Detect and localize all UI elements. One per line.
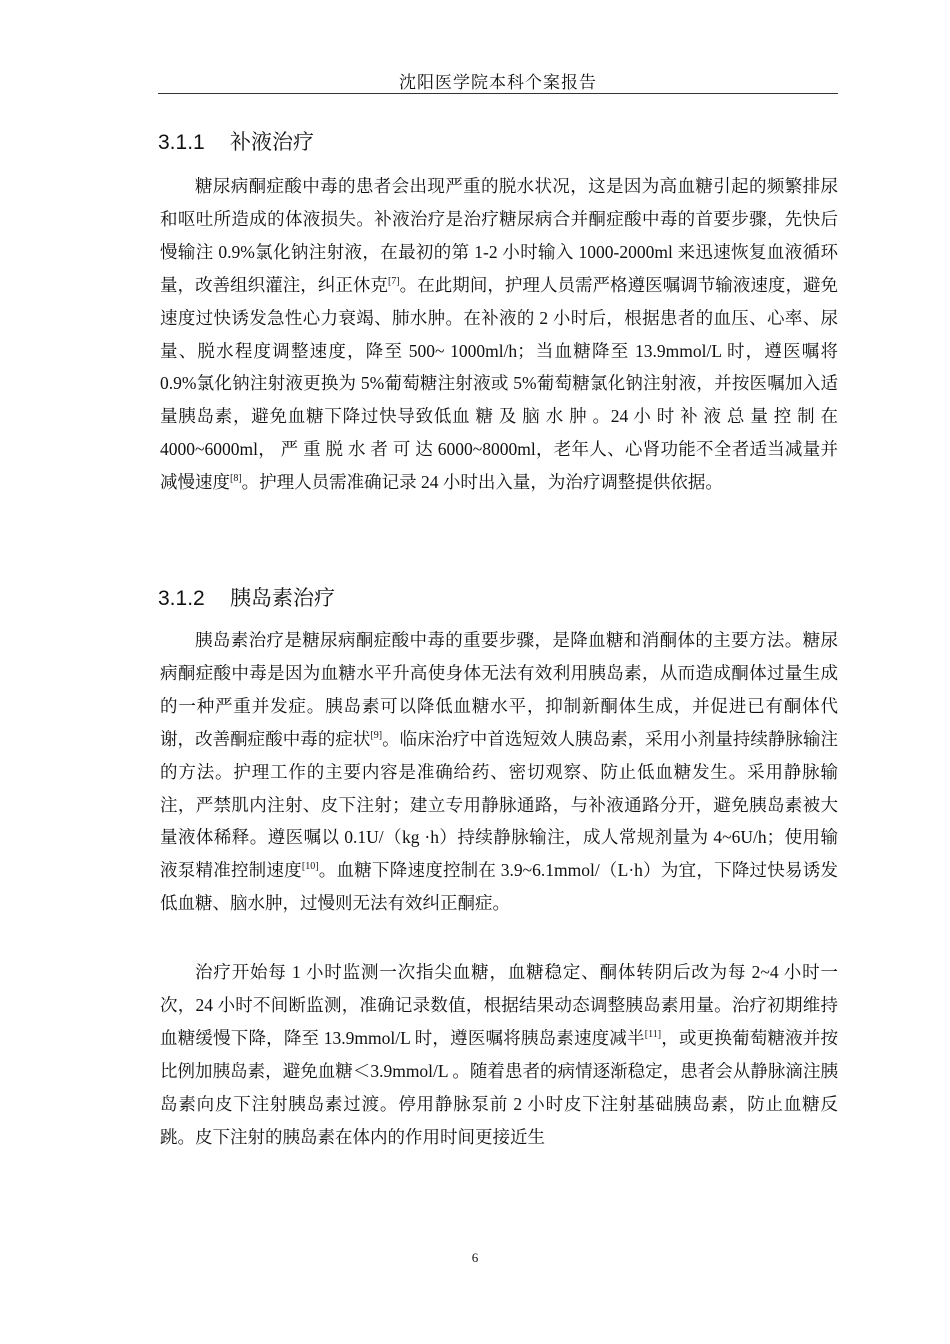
paragraph-text: 。在此期间，护理人员需严格遵医嘱调节输液速度，避免速度过快诱发急性心力衰竭、肺水肿。在补液的 2 小时后，根据患者的血压、心率、尿量、脱水程度调整速度，降至 500~ 1000ml/h；当血糖降至 13.9mmol/L 时，遵医嘱将 0.9%氯化钠注射液更换为 5%葡萄糖注射液或 5%葡萄糖氯化钠注射液，并按医嘱加入适量胰岛素，避免血糖下降过快导致低血 糖 及 脑 水 肿 。24 小 时 补 液 总 量 控 制 在 4000~6000ml， 严 重 脱 水 者 可 达 6000~8000ml，老年人、心肾功能不全者适当减量并减慢速度 — [160, 274, 839, 493]
citation-ref: [11] — [644, 1028, 662, 1040]
citation-ref: [7] — [387, 275, 400, 287]
section-number: 3.1.1 — [158, 131, 205, 154]
section-title: 胰岛素治疗 — [230, 587, 335, 610]
paragraph-text: 。护理人员需准确记录 24 小时出入量，为治疗调整提供依据。 — [241, 472, 723, 493]
paragraph-text: 治疗开始每 1 小时监测一次指尖血糖，血糖稳定、酮体转阴后改为每 2~4 小时一次，24 小时不间断监测，准确记录数值，根据结果动态调整胰岛素用量。治疗初期维持血糖缓慢下降，降至 13.9mmol/L 时，遵医嘱将胰岛素速度减半 — [160, 962, 838, 1048]
section-heading-3-1-2 — [158, 582, 335, 612]
paragraph — [160, 956, 838, 1153]
section-number: 3.1.2 — [158, 587, 205, 610]
paragraph — [160, 170, 838, 499]
citation-ref: [9] — [370, 729, 383, 741]
paragraph-text: ，或更换葡萄糖液并按比例加胰岛素，避免血糖＜3.9mmol/L 。随着患者的病情逐渐稳定，患者会从静脉滴注胰岛素向皮下注射胰岛素过渡。停用静脉泵前 2 小时皮下注射基础胰岛素，防止血糖反跳。皮下注射的胰岛素在体内的作用时间更接近生 — [160, 1027, 838, 1147]
paragraph-text: 胰岛素治疗是糖尿病酮症酸中毒的重要步骤，是降血糖和消酮体的主要方法。糖尿病酮症酸中毒是因为血糖水平升高使身体无法有效利用胰岛素，从而造成酮体过量生成的一种严重并发症。胰岛素可以降低血糖水平，抑制新酮体生成，并促进已有酮体代谢，改善酮症酸中毒的症状 — [160, 630, 838, 749]
citation-ref: [10] — [301, 861, 319, 873]
header-rule — [158, 93, 838, 94]
page-number: 6 — [471, 1250, 479, 1265]
paragraph — [160, 624, 838, 920]
paragraph-text: 。血糖下降速度控制在 3.9~6.1mmol/（L·h）为宜，下降过快易诱发低血糖、脑水肿，过慢则无法有效纠正酮症。 — [160, 860, 839, 914]
paragraph-text: 糖尿病酮症酸中毒的患者会出现严重的脱水状况，这是因为高血糖引起的频繁排尿和呕吐所造成的体液损失。补液治疗是治疗糖尿病合并酮症酸中毒的首要步骤，先快后慢输注 0.9%氯化钠注射液，在最初的第 1-2 小时输入 1000-2000ml 来迅速恢复血液循环量，改善组织灌注，纠正休克 — [160, 176, 838, 295]
citation-ref: [8] — [230, 473, 242, 485]
paragraph-text: 。临床治疗中首选短效人胰岛素，采用小剂量持续静脉输注的方法。护理工作的主要内容是准确给药、密切观察、防止低血糖发生。采用静脉输注，严禁肌内注射、皮下注射；建立专用静脉通路，与补液通路分开，避免胰岛素被大量液体稀释。遵医嘱以 0.1U/（kg ·h）持续静脉输注，成人常规剂量为 4~6U/h；使用输液泵精准控制速度 — [160, 728, 839, 881]
section-title: 补液治疗 — [230, 131, 314, 154]
section-heading-3-1-1 — [158, 126, 314, 156]
page-header: 沈阳医学院本科个案报告 — [399, 73, 597, 92]
